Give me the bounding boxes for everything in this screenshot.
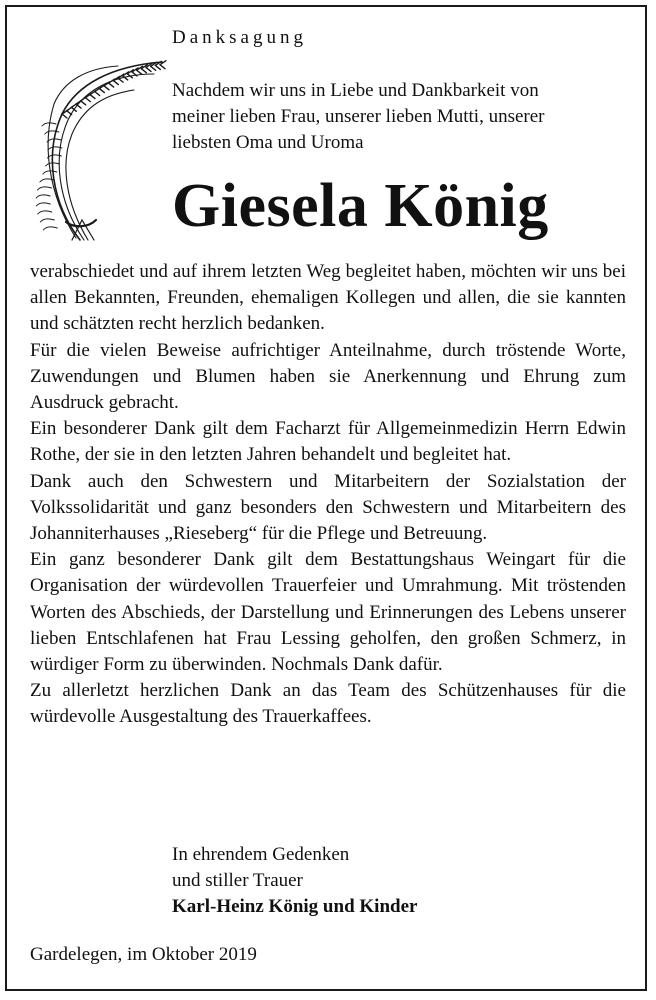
intro-line: meiner lieben Frau, unserer lieben Mutti, unserer — [172, 106, 545, 127]
wheat-sheaf-icon — [22, 44, 172, 244]
body-paragraph: Dank auch den Schwestern und Mitarbeitern der Sozialstation der Volkssolidarität und ganz besonders den Schwestern und Mitarbeitern des Johanniterhauses „Rieseberg“ für die Pflege und Betreuung. — [30, 470, 626, 545]
signature: Karl-Heinz König und Kinder — [172, 896, 418, 917]
body-paragraph: Ein ganz besonderer Dank gilt dem Bestattungshaus Weingart für die Organisation der würdevollen Trauerfeier und Umrahmung. Mit tröstenden Worten des Abschieds, der Darstellung und Erinnerungen des Lebens unserer lieben Entschlafenen hat Frau Lessing geholfen, den großen Schmerz, in würdiger Form zu überwinden. Nochmals Dank dafür. — [30, 549, 626, 676]
closing-line: In ehrendem Gedenken — [172, 844, 350, 865]
closing-block — [172, 842, 417, 920]
body-paragraph: Ein besonderer Dank gilt dem Facharzt für Allgemeinmedizin Herrn Edwin Rothe, der sie in den letzten Jahren behandelt und begleitet hat. — [30, 418, 626, 466]
thanks-body — [30, 259, 626, 731]
intro-line: Nachdem wir uns in Liebe und Dankbarkeit von — [172, 80, 539, 101]
body-paragraph: Für die vielen Beweise aufrichtiger Anteilnahme, durch tröstende Worte, Zuwendungen und Blumen haben sie Anerkennung und Ehrung zum Ausdruck gebracht. — [30, 339, 626, 414]
body-paragraph: verabschiedet und auf ihrem letzten Weg begleitet haben, möchten wir uns bei allen Bekannten, Freunden, ehemaligen Kollegen und allen, die sie kannten und schätzten recht herzlich bedanken. — [30, 261, 626, 335]
deceased-name: Giesela König — [172, 172, 549, 240]
intro-text — [172, 78, 626, 156]
closing-line: und stiller Trauer — [172, 870, 303, 891]
notice-heading: Danksagung — [172, 27, 307, 48]
body-paragraph: Zu allerletzt herzlichen Dank an das Team des Schützenhauses für die würdevolle Ausgestaltung des Trauerkaffees. — [30, 680, 626, 728]
intro-line: liebsten Oma und Uroma — [172, 132, 364, 153]
place-date: Gardelegen, im Oktober 2019 — [30, 944, 257, 965]
